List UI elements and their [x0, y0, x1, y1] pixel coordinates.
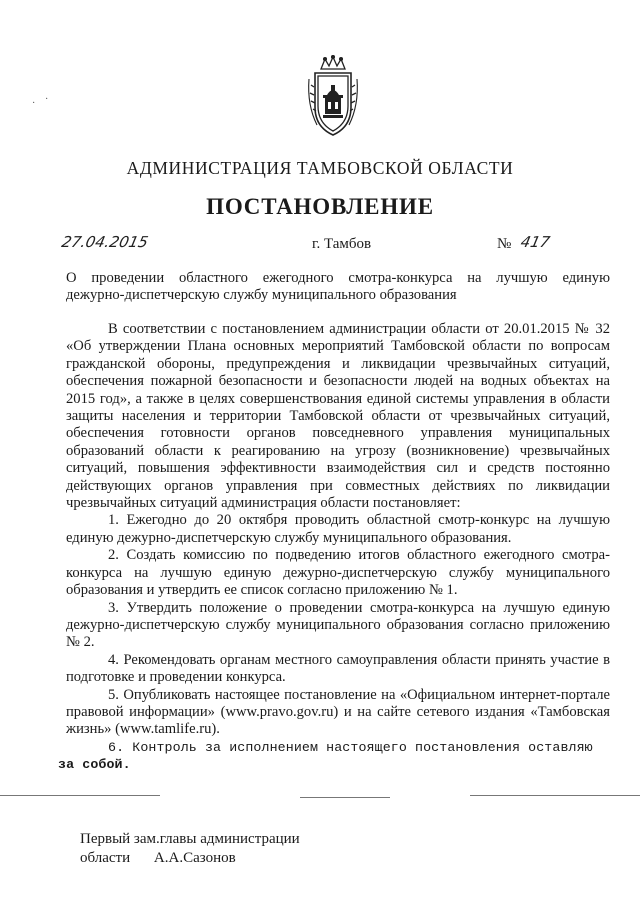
clause-paragraph: 5. Опубликовать настоящее постановление на «Официальном интернет-портале правовой информации» (www.pravo.gov.ru) и на сайте сетевого издания «Тамбовская жизнь» (www.tamlife.ru). [66, 686, 610, 738]
preamble-paragraph: В соответствии с постановлением администрации области от 20.01.2015 № 32 «Об утверждении Плана основных мероприятий Тамбовской области по вопросам гражданской обороны, предупреждения и ликвидации чрезвычайных ситуаций, обеспечения пожарной безопасности и безопасности людей на водных объектах на 2015 год», а также в целях совершенствования единой системы управления в области защиты населения и территории Тамбовской области от чрезвычайных ситуаций, обеспечения готовности органов повседневного управления муниципальных образований области к реагированию на угрозу (возникновение) чрезвычайных ситуаций, повышения эффективности взаимодействия сил и средств постоянно действующих органов управления при совместных действиях по ликвидации чрезвычайных ситуаций администрация области постановляет: [66, 321, 610, 512]
scan-speck: · [32, 98, 36, 109]
number-label: № [497, 236, 512, 252]
scan-speck: · [45, 94, 49, 105]
organization-title: АДМИНИСТРАЦИЯ ТАМБОВСКОЙ ОБЛАСТИ [126, 158, 514, 178]
document-type-title: ПОСТАНОВЛЕНИЕ [206, 194, 434, 219]
control-clause-tail: за собой. [58, 757, 131, 773]
coat-of-arms-icon [305, 55, 361, 139]
document-subject [66, 270, 610, 305]
control-clause [58, 739, 610, 774]
handwritten-number: 417 [519, 233, 552, 251]
subject-line: дежурно-диспетчерскую службу муниципального образования [66, 287, 457, 304]
handwritten-date: 27.04.2015 [60, 233, 150, 251]
scan-line [0, 795, 160, 796]
city-label: г. Тамбов [312, 236, 372, 252]
clause-paragraph: 3. Утвердить положение о проведении смотра-конкурса на лучшую единую дежурно-диспетчерскую службу муниципального образования согласно приложению № 2. [66, 599, 610, 651]
signer-name: А.А.Сазонов [153, 850, 236, 866]
clause-paragraph: 4. Рекомендовать органам местного самоуправления области принять участие в подготовке и проведении конкурса. [66, 651, 610, 686]
clause-paragraph: 2. Создать комиссию по подведению итогов областного ежегодного смотра-конкурса на лучшую единую дежурно-диспетчерскую службу муниципального образования и утвердить ее список согласно приложению № 1. [66, 547, 610, 599]
signer-position: Первый зам.главы администрации [80, 831, 300, 847]
scan-line [300, 797, 390, 798]
document-body [58, 321, 610, 774]
control-clause-text: 6. Контроль за исполнением настоящего постановления оставляю [108, 739, 593, 755]
clause-paragraph: 1. Ежегодно до 20 октября проводить областной смотр-конкурс на лучшую единую дежурно-диспетчерскую службу муниципального образования. [66, 512, 610, 546]
subject-line: О проведении областного ежегодного смотра-конкурса на лучшую единую [66, 270, 610, 286]
scan-line [470, 795, 640, 796]
signer-region: области [80, 850, 131, 866]
signature-block [80, 830, 300, 868]
